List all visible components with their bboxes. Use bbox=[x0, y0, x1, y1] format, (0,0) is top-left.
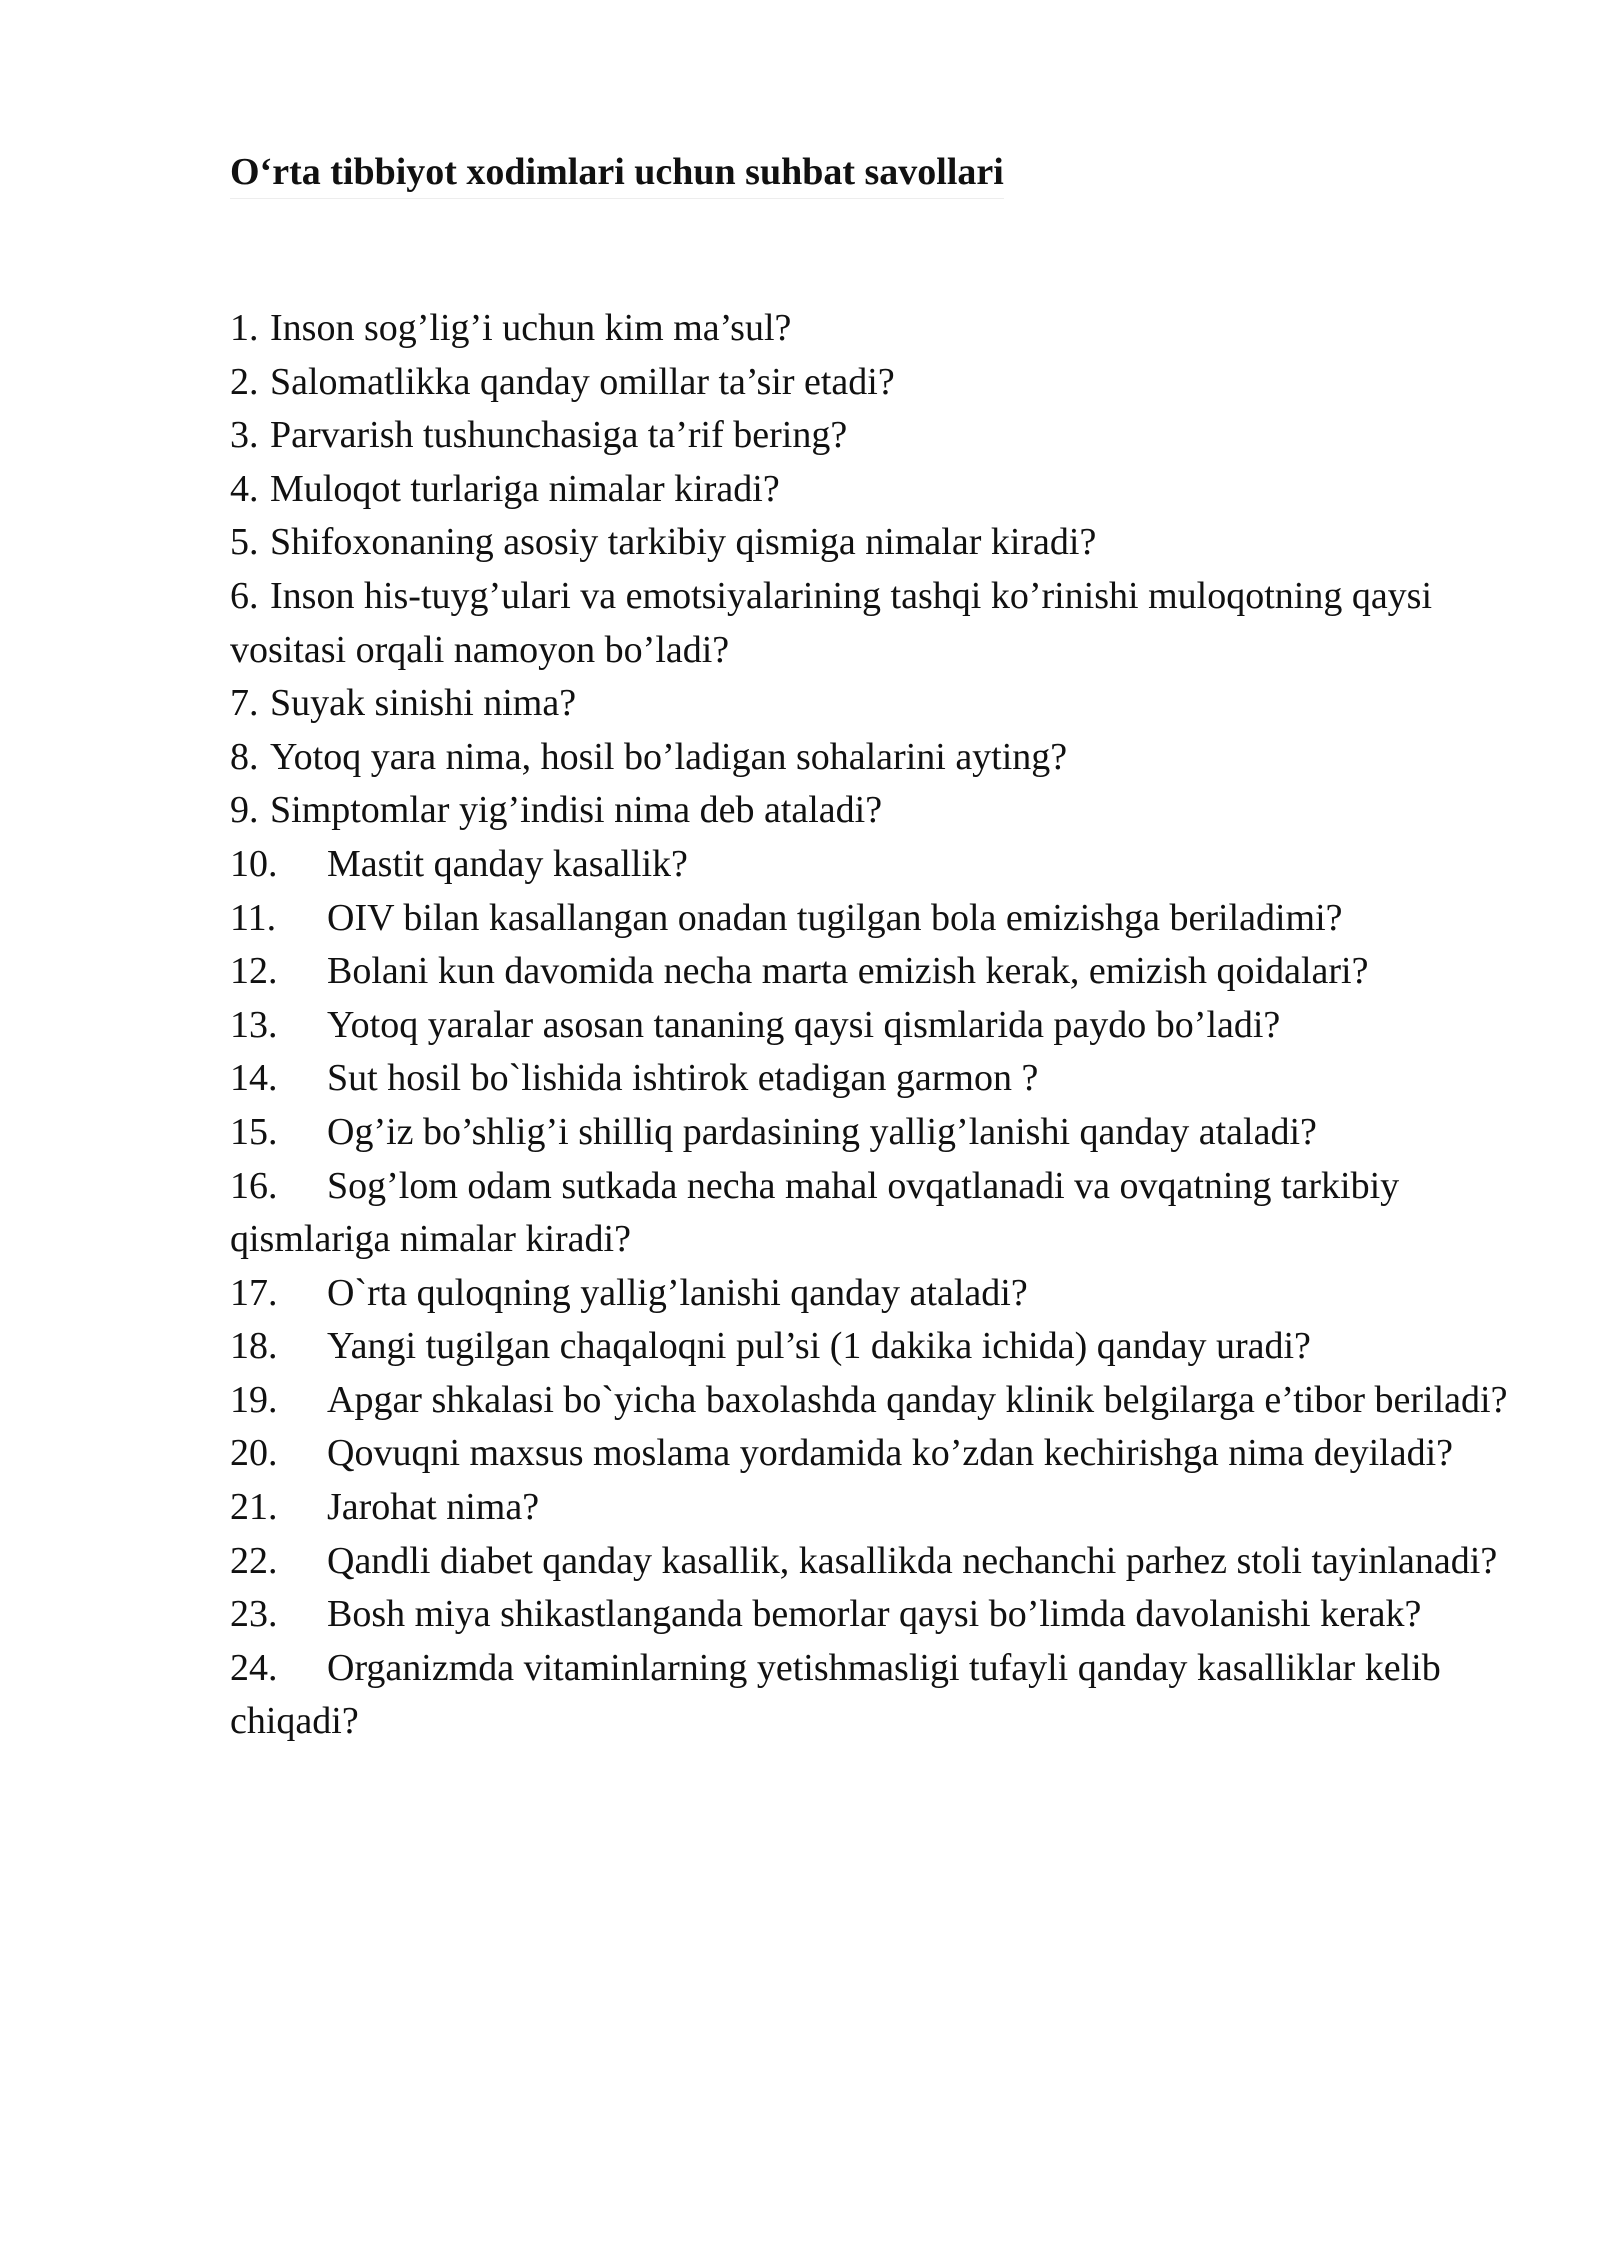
list-item bbox=[230, 1588, 1510, 1642]
question-text: Sut hosil bo`lishida ishtirok etadigan garmon ? bbox=[327, 1057, 1039, 1100]
list-item bbox=[230, 302, 1510, 356]
question-text: O`rta quloqning yallig’lanishi qanday ataladi? bbox=[327, 1271, 1028, 1314]
question-text: Shifoxonaning asosiy tarkibiy qismiga nimalar kiradi? bbox=[270, 521, 1097, 564]
question-number: 23. bbox=[230, 1593, 278, 1636]
list-item bbox=[230, 1052, 1510, 1106]
question-text: Yotoq yara nima, hosil bo’ladigan sohalarini ayting? bbox=[270, 735, 1068, 778]
list-item bbox=[230, 945, 1510, 999]
question-number: 11. bbox=[230, 896, 277, 939]
list-item bbox=[230, 463, 1510, 517]
question-text: Suyak sinishi nima? bbox=[270, 682, 577, 725]
question-text: Inson his-tuyg’ulari va emotsiyalarining tashqi ko’rinishi muloqotning qaysi vositasi orqali namoyon bo’ladi? bbox=[230, 574, 1433, 671]
question-number: 16. bbox=[230, 1164, 278, 1207]
list-item bbox=[230, 1320, 1510, 1374]
question-number: 18. bbox=[230, 1325, 278, 1368]
list-item bbox=[230, 838, 1510, 892]
list-item bbox=[230, 356, 1510, 410]
question-number: 8. bbox=[230, 735, 259, 778]
document-title: O‘rta tibbiyot xodimlari uchun suhbat savollari bbox=[230, 148, 1004, 199]
list-item bbox=[230, 1160, 1510, 1267]
question-text: Yangi tugilgan chaqaloqni pul’si (1 dakika ichida) qanday uradi? bbox=[327, 1325, 1311, 1368]
list-item bbox=[230, 1374, 1510, 1428]
question-number: 3. bbox=[230, 414, 259, 457]
question-text: Og’iz bo’shlig’i shilliq pardasining yallig’lanishi qanday ataladi? bbox=[327, 1110, 1317, 1153]
question-number: 14. bbox=[230, 1057, 278, 1100]
question-number: 10. bbox=[230, 842, 278, 885]
question-text: Jarohat nima? bbox=[327, 1486, 540, 1529]
question-number: 19. bbox=[230, 1378, 278, 1421]
question-text: Muloqot turlariga nimalar kiradi? bbox=[270, 467, 780, 510]
list-item bbox=[230, 999, 1510, 1053]
question-text: Yotoq yaralar asosan tananing qaysi qismlarida paydo bo’ladi? bbox=[327, 1003, 1281, 1046]
list-item bbox=[230, 731, 1510, 785]
question-text: Sog’lom odam sutkada necha mahal ovqatlanadi va ovqatning tarkibiy qismlariga nimalar kiradi? bbox=[230, 1164, 1400, 1261]
list-item bbox=[230, 784, 1510, 838]
list-item bbox=[230, 1427, 1510, 1481]
question-text: Mastit qanday kasallik? bbox=[327, 842, 688, 885]
question-number: 6. bbox=[230, 574, 259, 617]
question-number: 7. bbox=[230, 682, 259, 725]
question-text: Parvarish tushunchasiga ta’rif bering? bbox=[270, 414, 848, 457]
question-number: 13. bbox=[230, 1003, 278, 1046]
question-number: 2. bbox=[230, 360, 259, 403]
list-item bbox=[230, 677, 1510, 731]
list-item bbox=[230, 1481, 1510, 1535]
question-text: Qovuqni maxsus moslama yordamida ko’zdan kechirishga nima deyiladi? bbox=[327, 1432, 1453, 1475]
question-number: 12. bbox=[230, 950, 278, 993]
question-number: 1. bbox=[230, 307, 259, 349]
list-item bbox=[230, 1106, 1510, 1160]
question-text: Simptomlar yig’indisi nima deb ataladi? bbox=[270, 789, 883, 832]
question-text: OIV bilan kasallangan onadan tugilgan bola emizishga beriladimi? bbox=[327, 896, 1343, 939]
list-item bbox=[230, 570, 1510, 677]
list-item bbox=[230, 1267, 1510, 1321]
question-number: 4. bbox=[230, 467, 259, 510]
question-text: Apgar shkalasi bo`yicha baxolashda qanday klinik belgilarga e’tibor beriladi? bbox=[327, 1378, 1508, 1421]
question-text: Inson sog’lig’i uchun kim ma’sul? bbox=[270, 307, 792, 349]
question-list bbox=[230, 302, 1510, 1749]
question-number: 24. bbox=[230, 1646, 278, 1689]
list-item bbox=[230, 1535, 1510, 1589]
question-text: Qandli diabet qanday kasallik, kasallikda nechanchi parhez stoli tayinlanadi? bbox=[327, 1539, 1498, 1582]
question-text: Salomatlikka qanday omillar ta’sir etadi? bbox=[270, 360, 895, 403]
question-number: 17. bbox=[230, 1271, 278, 1314]
question-number: 22. bbox=[230, 1539, 278, 1582]
question-text: Organizmda vitaminlarning yetishmasligi tufayli qanday kasalliklar kelib chiqadi? bbox=[230, 1646, 1441, 1743]
question-text: Bolani kun davomida necha marta emizish kerak, emizish qoidalari? bbox=[327, 950, 1369, 993]
list-item bbox=[230, 1642, 1510, 1749]
question-number: 15. bbox=[230, 1110, 278, 1153]
question-text: Bosh miya shikastlanganda bemorlar qaysi bo’limda davolanishi kerak? bbox=[327, 1593, 1422, 1636]
list-item bbox=[230, 892, 1510, 946]
question-number: 20. bbox=[230, 1432, 278, 1475]
question-number: 5. bbox=[230, 521, 259, 564]
question-number: 9. bbox=[230, 789, 259, 832]
list-item bbox=[230, 516, 1510, 570]
list-item bbox=[230, 409, 1510, 463]
question-number: 21. bbox=[230, 1486, 278, 1529]
